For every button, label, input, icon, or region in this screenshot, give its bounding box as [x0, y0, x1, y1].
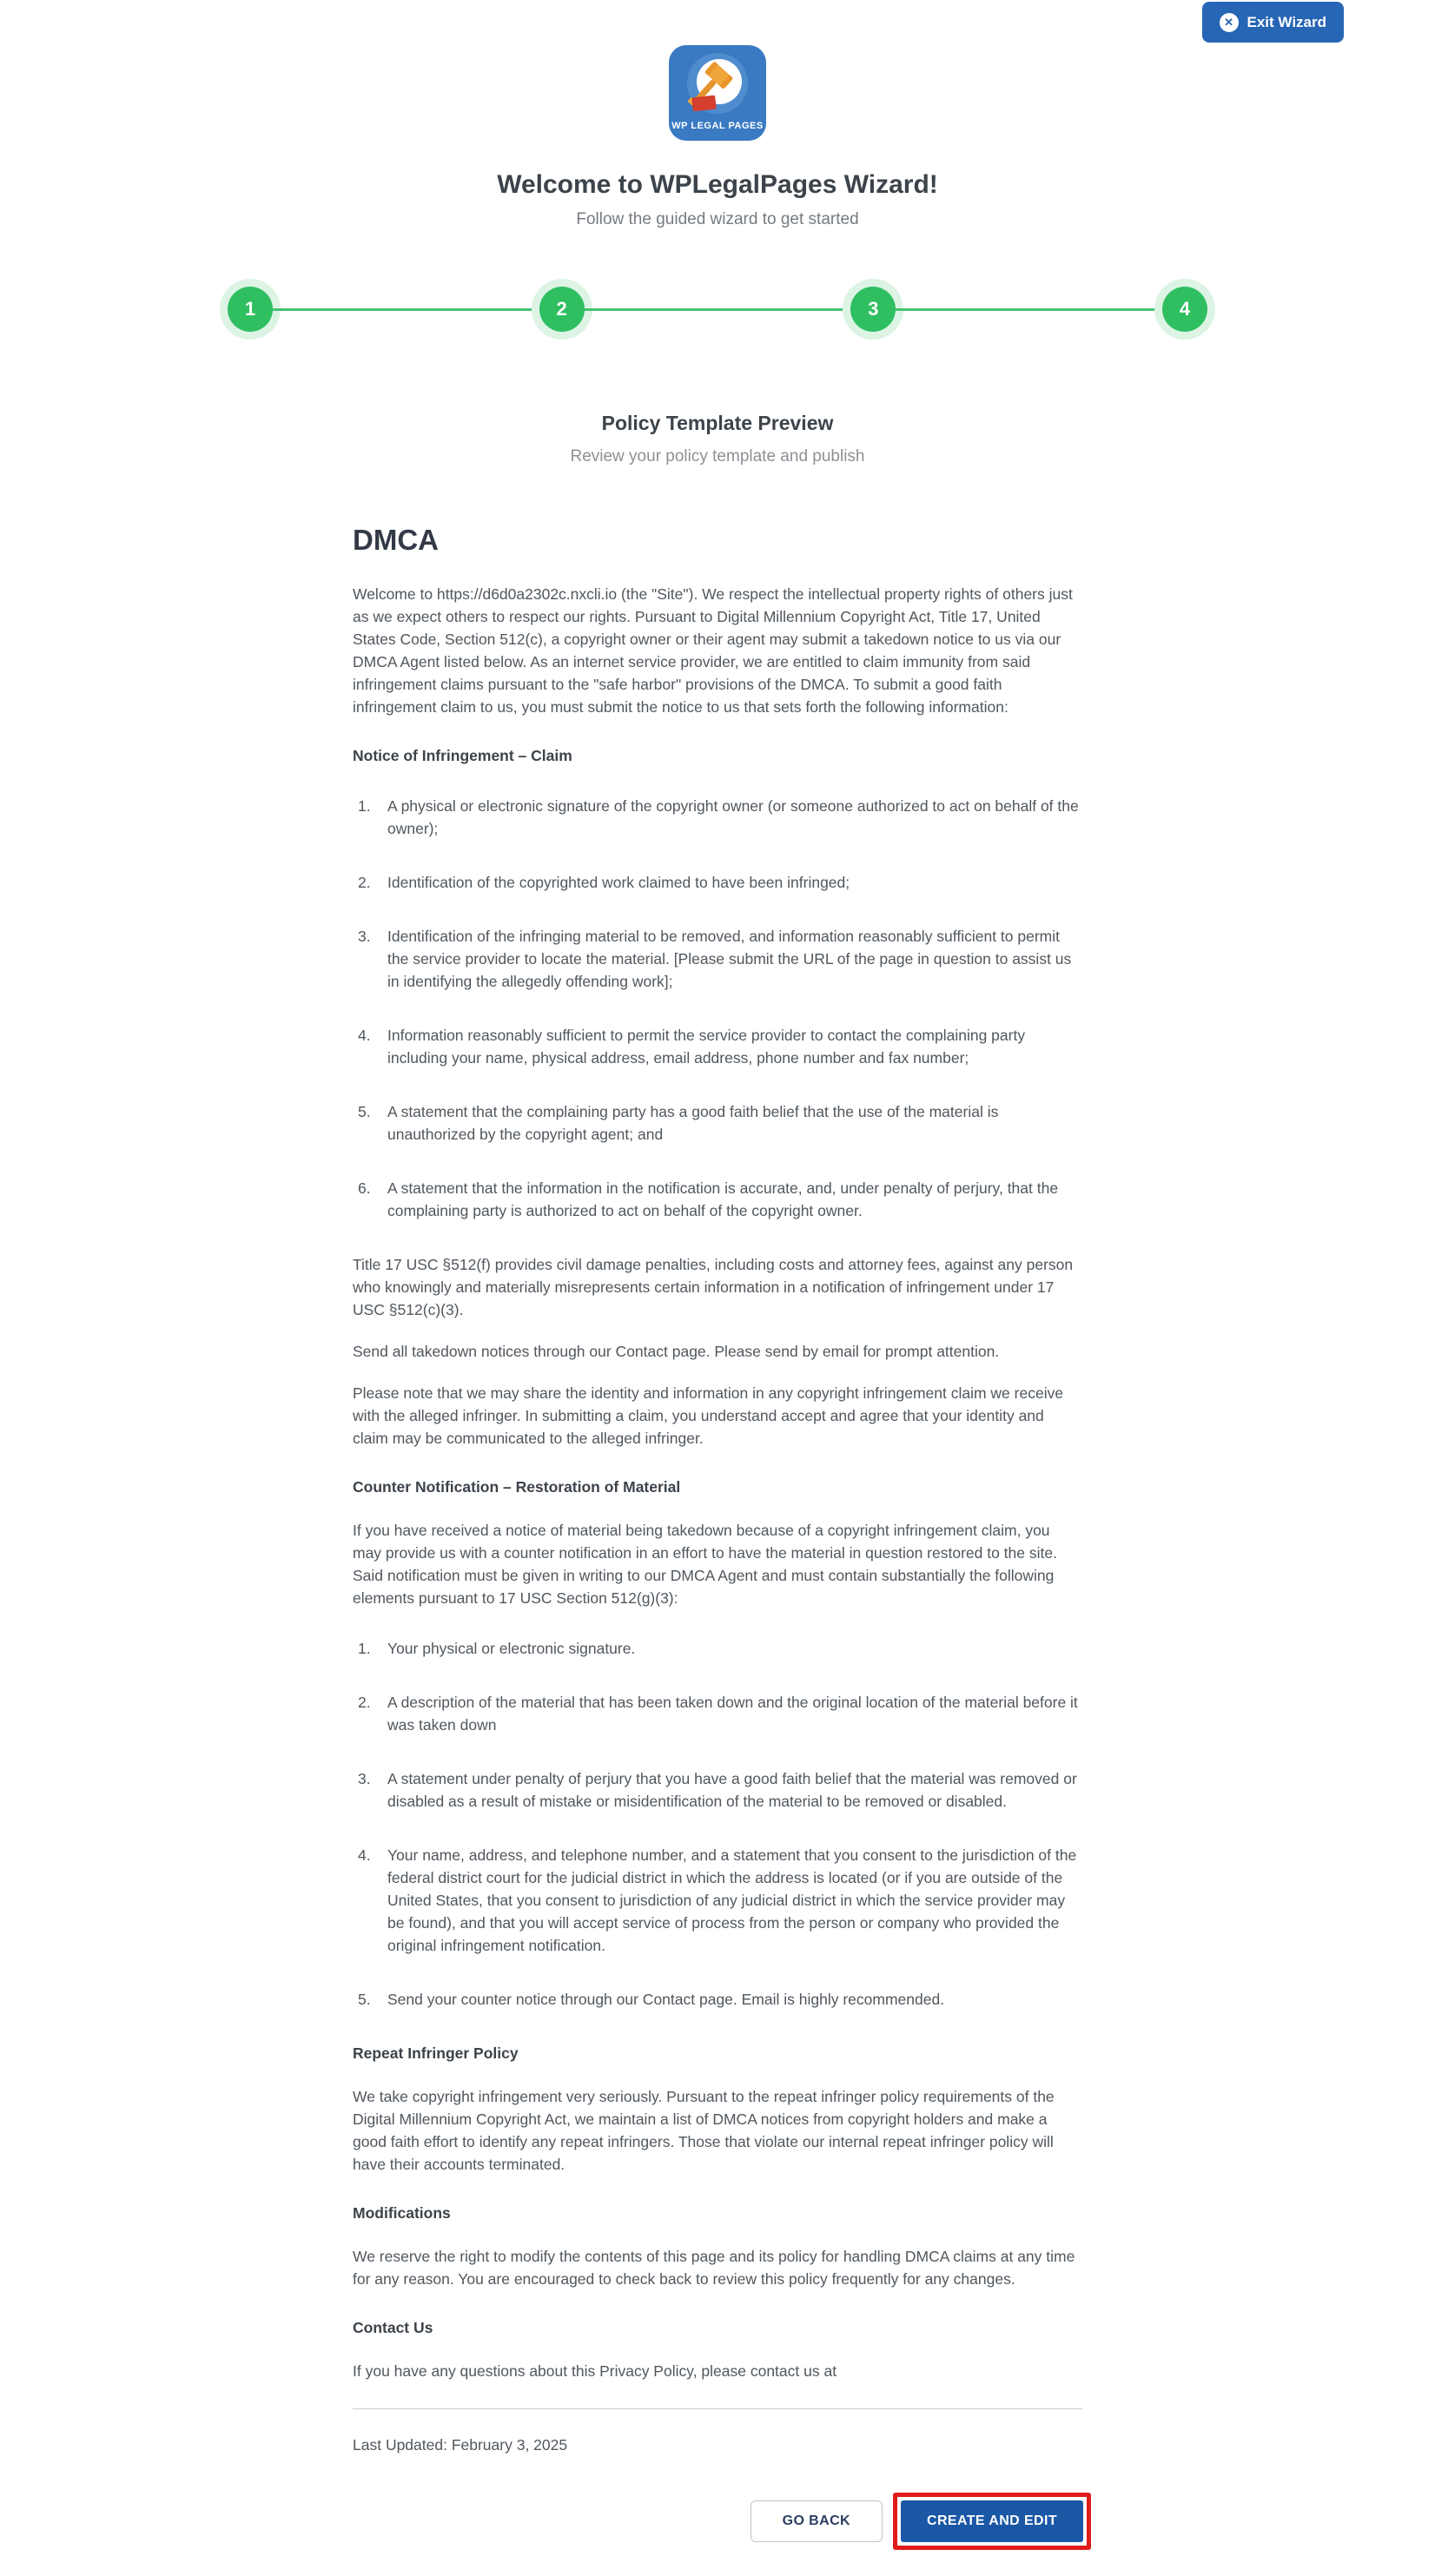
last-updated-text: Last Updated: February 3, 2025 [353, 2436, 568, 2454]
modifications-heading: Modifications [353, 2204, 451, 2222]
list-item: 1. Your physical or electronic signature. [358, 1640, 636, 1657]
list-item: 4. Your name, address, and telephone number, and a statement that you consent to the jurisdiction of the federal district court for the judicial district in which the address is located (or if you are outside of the United States, that you consent to jurisdiction of any judicial district in which the service provider may be found), and that you will accept service of process from the person or company who provided the original infringement notification. [358, 1846, 1077, 1954]
divider [353, 2408, 1082, 2409]
go-back-button[interactable]: GO BACK [751, 2500, 883, 2542]
red-highlight-annotation [893, 2493, 1091, 2550]
notice-of-infringement-heading: Notice of Infringement – Claim [353, 747, 572, 764]
list-item: 2. Identification of the copyrighted work claimed to have been infringed; [358, 874, 850, 891]
page-title: Welcome to WPLegalPages Wizard! [497, 170, 938, 199]
list-item: 1. A physical or electronic signature of the copyright owner (or someone authorized to act on behalf of the owner); [358, 797, 1079, 837]
policy-paragraph: Please note that we may share the identity and information in any copyright infringement claim we receive with the alleged infringer. In submitting a claim, you understand accept and agree that your identity and claim may be communicated to the alleged infringer. [353, 1384, 1064, 1447]
contact-us-text: If you have any questions about this Privacy Policy, please contact us at [353, 2362, 837, 2380]
step-connector [585, 308, 851, 311]
step-connector [273, 308, 539, 311]
svg-text:WP LEGAL PAGES: WP LEGAL PAGES [671, 121, 764, 131]
step-4[interactable]: 4 [1162, 287, 1207, 332]
list-item: 6. A statement that the information in the notification is accurate, and, under penalty of perjury, that the complaining party is authorized to act on behalf of the copyright owner. [358, 1179, 1059, 1219]
policy-intro: Welcome to https://d6d0a2302c.nxcli.io (the "Site"). We respect the intellectual property rights of others just as we expect others to respect our rights. Pursuant to Digital Millennium Copyright Act, Title 17, United States Code, Section 512(c), a copyright owner or their agent may submit a takedown notice to us via our DMCA Agent listed below. As an internet service provider, we are entitled to claim immunity from said infringement claims pursuant to the "safe harbor" provisions of the DMCA. To submit a good faith infringement claim to us, you must submit the notice to us that sets forth the following information: [353, 585, 1073, 716]
step-connector [896, 308, 1162, 311]
exit-wizard-label: Exit Wizard [1247, 13, 1326, 30]
step-2[interactable]: 2 [539, 287, 585, 332]
notice-of-infringement-list [353, 795, 1082, 1222]
policy-preview [353, 524, 1082, 2456]
step-3[interactable]: 3 [850, 287, 896, 332]
close-circle-icon: ✕ [1220, 13, 1239, 32]
counter-notification-intro: If you have received a notice of material being takedown because of a copyright infringement claim, you may provide us with a counter notification in an effort to have the material in question restored to the site. Said notification must be given in writing to our DMCA Agent and must contain substantially the following elements pursuant to 17 USC Section 512(g)(3): [353, 1522, 1057, 1607]
wizard-footer [344, 2493, 1091, 2576]
list-item: 2. A description of the material that has been taken down and the original location of the material before it was taken down [358, 1694, 1078, 1734]
repeat-infringer-heading: Repeat Infringer Policy [353, 2044, 519, 2062]
list-item: 5. A statement that the complaining party has a good faith belief that the use of the material is unauthorized by the copyright agent; and [358, 1103, 999, 1143]
section-title: Policy Template Preview [601, 412, 834, 434]
modifications-text: We reserve the right to modify the contents of this page and its policy for handling DMCA claims at any time for any reason. You are encouraged to check back to review this policy frequently for any changes. [353, 2248, 1075, 2288]
create-and-edit-button[interactable]: CREATE AND EDIT [901, 2500, 1083, 2542]
counter-notification-list [353, 1637, 1082, 2011]
policy-title: DMCA [353, 524, 439, 556]
policy-paragraph: Title 17 USC §512(f) provides civil damage penalties, including costs and attorney fees, against any person who knowingly and materially misrepresents certain information in a notification of infringement under 17 USC §512(c)(3). [353, 1256, 1074, 1318]
list-item: 3. Identification of the infringing material to be removed, and information reasonably sufficient to permit the service provider to locate the material. [Please submit the URL of the page in question to assist us in identifying the allegedly offending work]; [358, 928, 1072, 990]
counter-notification-heading: Counter Notification – Restoration of Material [353, 1478, 681, 1496]
step-1[interactable]: 1 [228, 287, 273, 332]
repeat-infringer-text: We take copyright infringement very seriously. Pursuant to the repeat infringer policy requirements of the Digital Millennium Copyright Act, we maintain a list of DMCA notices from copyright holders and make a good faith effort to identify any repeat infringers. Those that violate our internal repeat infringer policy will have their accounts terminated. [353, 2088, 1055, 2173]
section-subtitle: Review your policy template and publish [570, 447, 865, 466]
list-item: 5. Send your counter notice through our Contact page. Email is highly recommended. [358, 1991, 945, 2008]
contact-us-heading: Contact Us [353, 2319, 433, 2336]
list-item: 3. A statement under penalty of perjury that you have a good faith belief that the material was removed or disabled as a result of mistake or misidentification of the material to be removed or disabled. [358, 1770, 1077, 1810]
policy-paragraph: Send all takedown notices through our Contact page. Please send by email for prompt attention. [353, 1343, 1000, 1360]
list-item: 4. Information reasonably sufficient to permit the service provider to contact the complaining party including your name, physical address, email address, phone number and fax number; [358, 1027, 1026, 1067]
page-subtitle: Follow the guided wizard to get started [576, 210, 859, 228]
wp-legal-pages-logo [669, 45, 766, 141]
wizard-stepper [228, 287, 1207, 332]
exit-wizard-button[interactable] [1202, 2, 1344, 43]
